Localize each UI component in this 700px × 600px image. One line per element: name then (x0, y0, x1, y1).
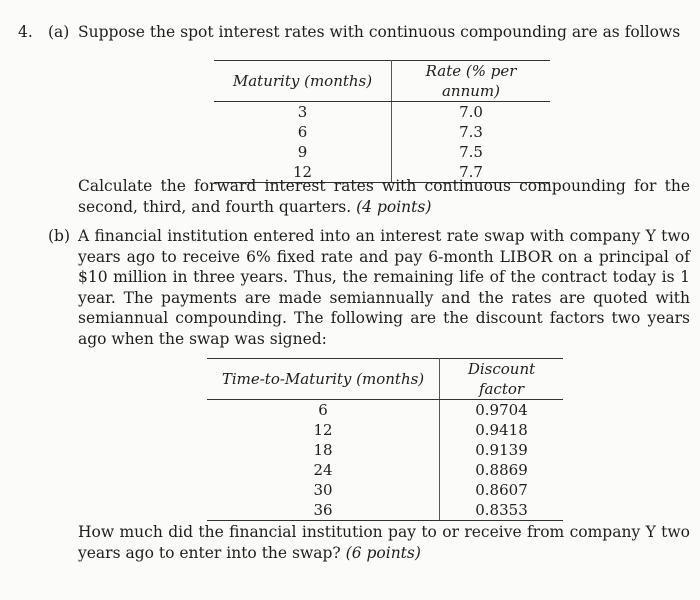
part-a-points: (4 points) (356, 197, 432, 216)
column-header-maturity: Maturity (months) (214, 61, 392, 102)
table-header-row (207, 359, 563, 400)
part-a-task-text: Calculate the forward interest rates with continuous compounding for the second, third, and fourth quarters. (78, 177, 690, 216)
table-row (207, 400, 563, 421)
discount-cell: 0.8353 (440, 500, 564, 521)
maturity-cell: 6 (214, 122, 392, 142)
part-a-task (78, 176, 690, 217)
time-cell: 30 (207, 480, 440, 500)
table-row (214, 122, 550, 142)
table-row (207, 440, 563, 460)
table-header-row (214, 61, 550, 102)
maturity-cell: 12 (214, 162, 392, 183)
time-cell: 36 (207, 500, 440, 521)
discount-cell: 0.8607 (475, 481, 528, 499)
table-row (207, 480, 563, 500)
time-cell: 24 (207, 460, 440, 480)
part-b-points: (6 points) (345, 543, 421, 562)
column-header-time-to-maturity: Time-to-Maturity (months) (207, 359, 440, 400)
column-header-rate: Rate (% per annum) (392, 61, 551, 102)
table-row (207, 460, 563, 480)
time-cell: 12 (207, 420, 440, 440)
time-cell: 6 (207, 400, 440, 421)
part-b-task (78, 522, 690, 563)
discount-cell: 0.8869 (475, 461, 528, 479)
rate-cell: 7.7 (392, 162, 551, 183)
table-row (214, 142, 550, 162)
part-b-task-text: How much did the financial institution pay to or receive from company Y two years ago to enter into the swap? (78, 523, 690, 562)
discount-factors-table (207, 358, 563, 521)
column-header-discount-factor: Discount factor (440, 359, 564, 400)
rate-cell: 7.0 (459, 103, 483, 121)
rate-cell: 7.3 (459, 123, 483, 141)
discount-cell: 0.9139 (475, 441, 528, 459)
discount-cell: 0.9418 (475, 421, 528, 439)
question-number: 4. (18, 23, 33, 41)
part-b-text: A financial institution entered into an interest rate swap with company Y two years ago to receive 6% fixed rate and pay 6-month LIBOR on a principal of $10 million in three years. Thus, the remaining life of the contract today is 1 year. The payments are made semiannually and the rates are quoted with semiannual compounding. The following are the discount factors two years ago when the swap was signed: (78, 227, 690, 348)
table-row (207, 420, 563, 440)
table-row (207, 500, 563, 521)
table-row (214, 102, 550, 123)
time-cell: 18 (207, 440, 440, 460)
part-a-intro: Suppose the spot interest rates with continuous compounding are as follows (78, 23, 681, 41)
maturity-cell: 9 (214, 142, 392, 162)
spot-rates-table (214, 60, 550, 183)
rate-cell: 7.5 (459, 143, 483, 161)
part-a-label: (a) (48, 23, 70, 41)
part-b-label: (b) (48, 227, 71, 245)
maturity-cell: 3 (214, 102, 392, 123)
discount-cell: 0.9704 (475, 401, 528, 419)
